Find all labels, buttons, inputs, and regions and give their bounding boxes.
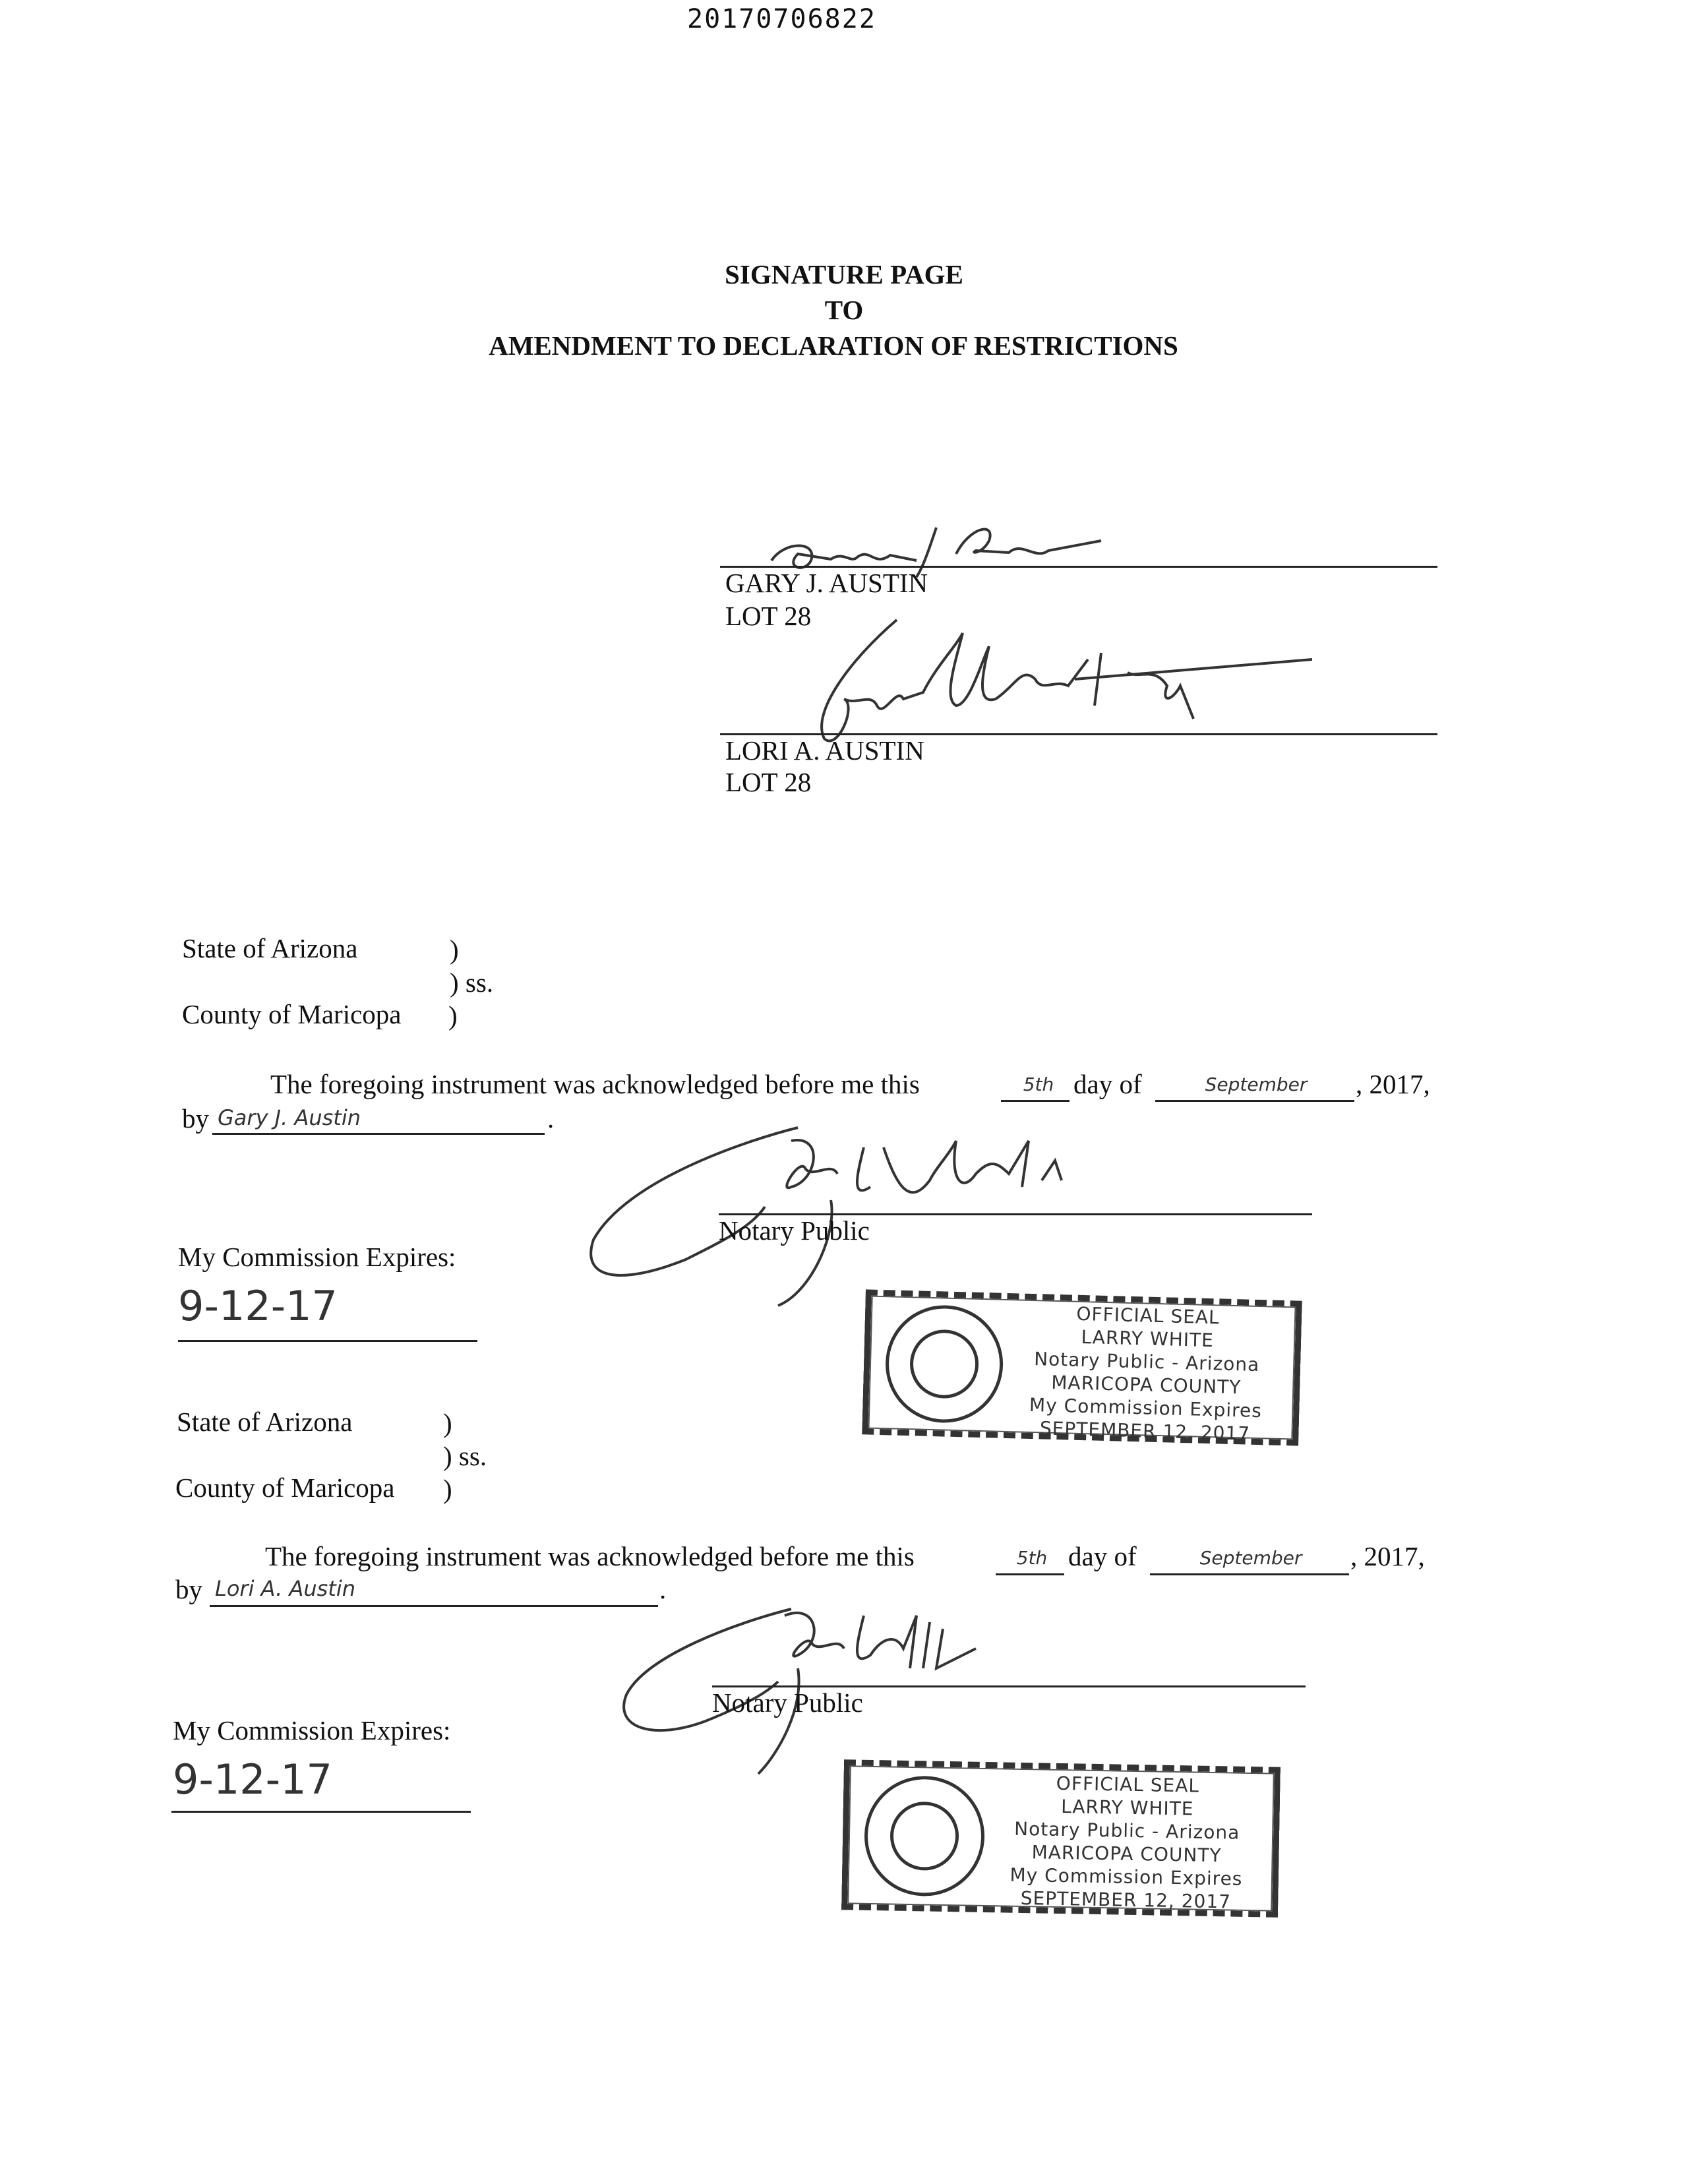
notary1-ss: ) ss. <box>450 967 494 998</box>
signer1-lot: LOT 28 <box>725 601 812 631</box>
notary2-period: . <box>659 1574 667 1604</box>
notary1-commission-line <box>178 1340 477 1342</box>
notary1-county: County of Maricopa <box>182 999 402 1029</box>
notary1-by: by <box>182 1103 209 1134</box>
notary2-by-filled: Lori A. Austin <box>215 1576 356 1601</box>
document-number: 20170706822 <box>687 4 876 34</box>
heading-line1: SIGNATURE PAGE <box>725 259 963 289</box>
notary1-label: Notary Public <box>719 1215 870 1246</box>
notary1-day-word: day of <box>1073 1069 1142 1099</box>
seal-2-line-4: MARICOPA COUNTY <box>1031 1841 1222 1867</box>
seal-2-line-1: OFFICIAL SEAL <box>1056 1772 1200 1797</box>
seal-1-line-4: MARICOPA COUNTY <box>1050 1371 1242 1399</box>
notary1-period: . <box>547 1103 555 1134</box>
seal-2-emblem-inner <box>889 1801 959 1871</box>
seal-2-line-5: My Commission Expires <box>1010 1864 1243 1890</box>
notary1-state: State of Arizona <box>182 933 358 963</box>
seal-1-line-5: My Commission Expires <box>1029 1393 1263 1422</box>
notary1-month-filled: September <box>1205 1074 1308 1095</box>
notary1-commission-label: My Commission Expires: <box>178 1242 456 1272</box>
notary1-year: , 2017, <box>1356 1069 1430 1099</box>
notary1-day-filled: 5th <box>1023 1074 1054 1095</box>
notary2-ack-text: The foregoing instrument was acknowledged before me this <box>265 1541 915 1571</box>
heading-line3: AMENDMENT TO DECLARATION OF RESTRICTIONS <box>489 330 1178 361</box>
notary-seal-2 <box>841 1759 1281 1918</box>
seal-1-line-1: OFFICIAL SEAL <box>1076 1302 1221 1329</box>
heading-line2: TO <box>824 295 864 325</box>
notary1-ack-text: The foregoing instrument was acknowledged before me this <box>270 1069 920 1099</box>
notary2-commission-line <box>171 1811 471 1813</box>
notary1-signature <box>580 1121 1174 1312</box>
notary2-label: Notary Public <box>712 1687 863 1718</box>
notary1-commission-date: 9-12-17 <box>178 1282 338 1330</box>
signer1-name: GARY J. AUSTIN <box>725 568 928 598</box>
notary2-day-word: day of <box>1068 1541 1137 1571</box>
notary2-commission-label: My Commission Expires: <box>173 1715 451 1745</box>
notary-seal-1 <box>862 1289 1302 1445</box>
notary2-day-line <box>996 1573 1064 1575</box>
notary2-state: State of Arizona <box>177 1407 353 1437</box>
notary2-ss: ) ss. <box>443 1441 487 1471</box>
seal-2-line-3: Notary Public - Arizona <box>1013 1817 1240 1844</box>
notary2-day-filled: 5th <box>1016 1547 1048 1569</box>
notary2-by: by <box>175 1574 202 1604</box>
seal-1-line-3: Notary Public - Arizona <box>1033 1348 1260 1376</box>
notary2-month-filled: September <box>1199 1547 1302 1569</box>
notary2-paren2: ) <box>443 1474 452 1504</box>
notary2-commission-date: 9-12-17 <box>173 1755 332 1804</box>
notary1-paren1: ) <box>450 934 459 965</box>
notary1-paren2: ) <box>448 1000 458 1031</box>
signer2-lot: LOT 28 <box>725 767 812 797</box>
notary1-month-line <box>1155 1100 1354 1102</box>
seal-2-line-6: SEPTEMBER 12, 2017 <box>1020 1887 1232 1913</box>
notary2-by-line <box>210 1605 658 1607</box>
notary1-by-filled: Gary J. Austin <box>218 1105 361 1130</box>
seal-2-line-2: LARRY WHITE <box>1060 1795 1194 1820</box>
seal-1-line-2: LARRY WHITE <box>1081 1325 1215 1352</box>
signer2-name: LORI A. AUSTIN <box>725 735 924 766</box>
notary2-paren1: ) <box>443 1408 452 1438</box>
notary2-county: County of Maricopa <box>175 1472 395 1503</box>
notary2-month-line <box>1150 1573 1349 1575</box>
seal-1-line-6: SEPTEMBER 12, 2017 <box>1039 1417 1251 1445</box>
notary1-day-line <box>1001 1100 1070 1102</box>
notary1-by-line <box>212 1133 545 1135</box>
notary2-year: , 2017, <box>1350 1541 1425 1571</box>
seal-2-emblem <box>863 1775 985 1897</box>
seal-1-emblem-inner <box>909 1329 980 1399</box>
seal-1-emblem <box>884 1304 1005 1424</box>
